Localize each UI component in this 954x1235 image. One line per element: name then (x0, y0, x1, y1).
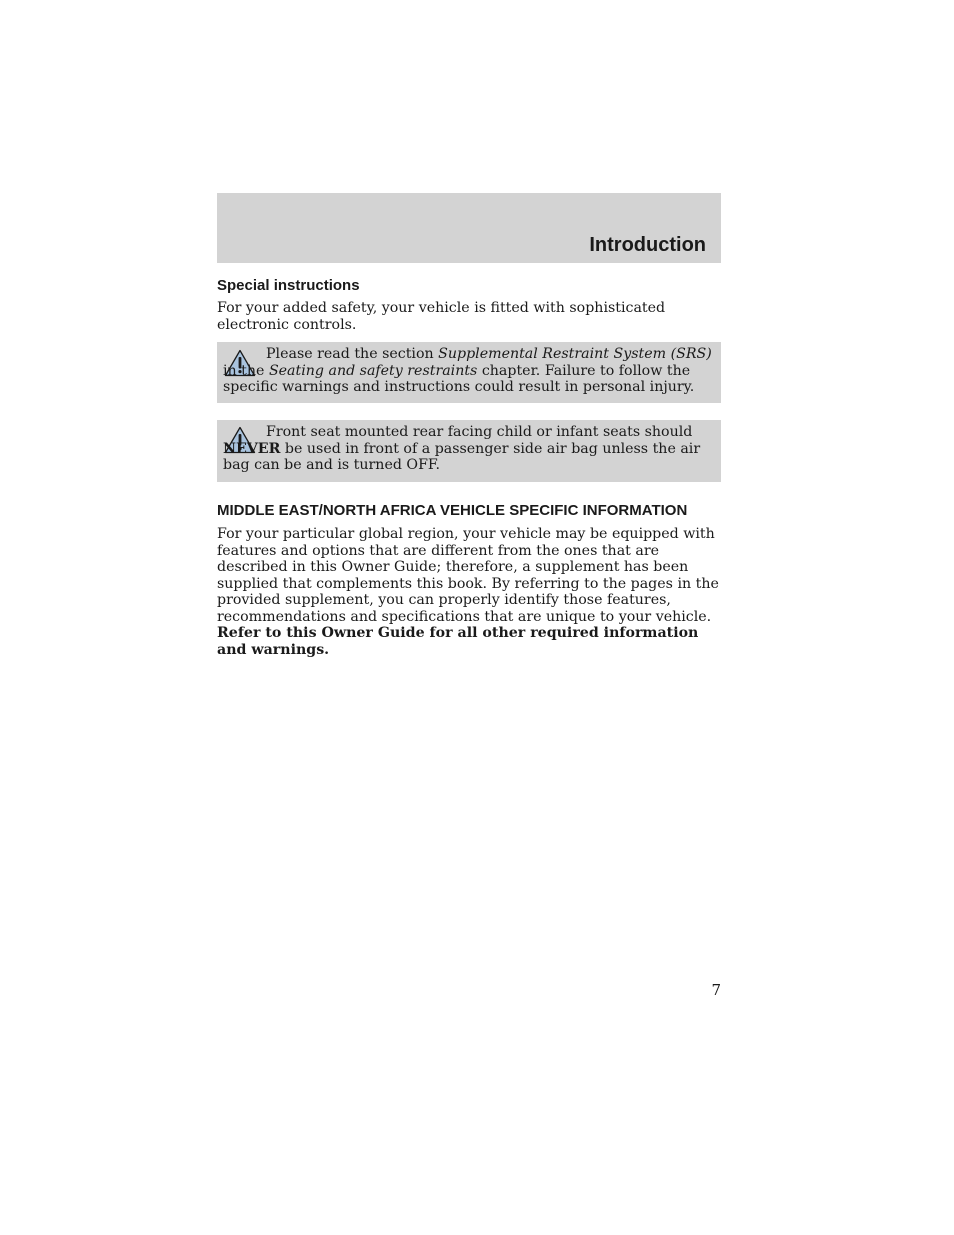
warning-box-child-seat (217, 420, 721, 482)
section-heading-special-instructions: Special instructions (217, 277, 360, 294)
warning-text-part: be used in front of a passenger side air bag unless the air bag can be and is turned OFF. (223, 440, 701, 473)
warning-text-child-seat (223, 424, 713, 474)
middle-east-paragraph-emphasis: Refer to this Owner Guide for all other required information and warnings. (217, 625, 699, 658)
seating-chapter-reference: Seating and safety restraints (268, 362, 478, 379)
special-instructions-paragraph: For your added safety, your vehicle is fitted with sophisticated electronic controls. (217, 300, 666, 333)
chapter-title: Introduction (589, 234, 706, 256)
page-number: 7 (711, 981, 721, 999)
srs-section-reference: Supplemental Restraint System (SRS) (438, 346, 712, 362)
never-emphasis: NEVER (223, 440, 281, 457)
warning-text-part: Front seat mounted rear facing child or infant seats should (266, 424, 693, 440)
middle-east-paragraph-text: For your particular global region, your vehicle may be equipped with features and options that are different from the ones that are described in this Owner Guide; therefore, a supplement has been supplied that complements this book. By referring to the pages in the provided supplement, you can properly identify those features, recommendations and specifications that are unique to your vehicle. (217, 526, 719, 625)
warning-text-part: in the (223, 362, 269, 379)
section-heading-middle-east: MIDDLE EAST/NORTH AFRICA VEHICLE SPECIFIC INFORMATION (217, 502, 688, 519)
warning-text-srs (223, 346, 713, 396)
chapter-header-band (217, 193, 721, 263)
middle-east-paragraph (217, 526, 721, 658)
warning-text-part: chapter. Failure to follow the specific warnings and instructions could result in personal injury. (223, 362, 695, 395)
warning-box-srs (217, 342, 721, 403)
warning-text-part: Please read the section (266, 346, 439, 362)
